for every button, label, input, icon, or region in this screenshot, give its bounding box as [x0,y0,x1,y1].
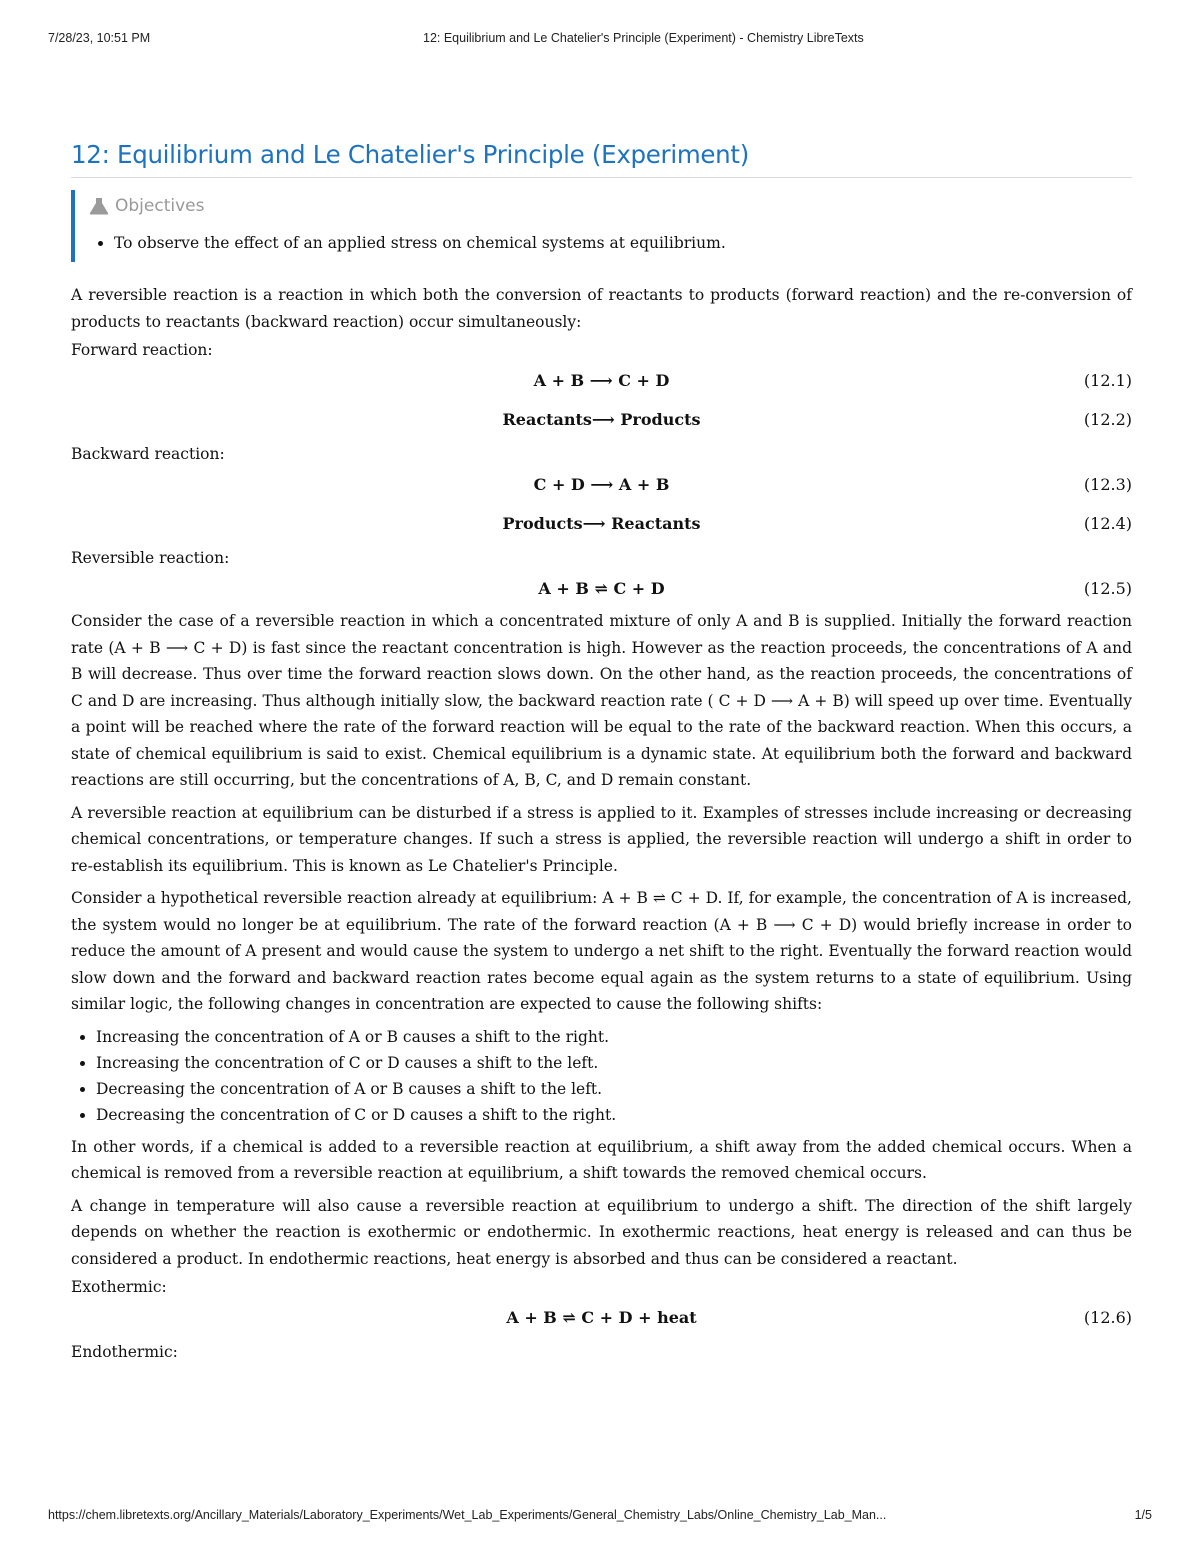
equation-12-3 [71,465,1132,504]
intro-paragraph: A reversible reaction is a reaction in which both the conversion of reactants to products (forward reaction) and the re-conversion of products to reactants (backward reaction) occur simultaneously: [71,286,1132,331]
equation-number: (12.5) [1083,579,1132,598]
equation-body: A + B ⇌ C + D [538,579,665,598]
paragraph-temperature: A change in temperature will also cause a reversible reaction at equilibrium to undergo a shift. The direction of the shift largely depends on whether the reaction is exothermic or endothermic. In exothermic reactions, heat energy is released and can thus be considered a product. In endothermic reactions, heat energy is absorbed and thus can be considered a reactant. [71,1196,1132,1268]
objectives-list [89,230,1132,256]
paragraph-le-chatelier: A reversible reaction at equilibrium can be disturbed if a stress is applied to it. Examples of stresses include increasing or decreasing chemical concentrations, or temperature changes. If such a stress is applied, the reversible reaction will undergo a shift in order to re-establish its equilibrium. This is known as Le Chatelier's Principle. [71,803,1132,875]
list-item: • Increasing the concentration of A or B causes a shift to the right. [96,1024,1132,1050]
paragraph-hypothetical: Consider a hypothetical reversible reaction already at equilibrium: A + B ⇌ C + D. If, for example, the concentration of A is increased, the system would no longer be at equilibrium. The rate of the forward reaction (A + B ⟶ C + D) would briefly increase in order to reduce the amount of A present and would cause the system to undergo a net shift to the right. Eventually the forward reaction would slow down and the forward and backward reaction rates become equal again as the system returns to a state of equilibrium. Using similar logic, the following changes in concentration are expected to cause the following shifts: [71,889,1132,1013]
paragraph-summary: In other words, if a chemical is added to a reversible reaction at equilibrium, a shift away from the added chemical occurs. When a chemical is removed from a reversible reaction at equilibrium, a shift towards the removed chemical occurs. [71,1137,1132,1182]
equation-12-5 [71,569,1132,608]
equation-number: (12.6) [1083,1308,1132,1327]
equation-number: (12.3) [1083,475,1132,494]
endothermic-label: Endothermic: [71,1343,178,1361]
forward-label: Forward reaction: [71,341,213,359]
print-timestamp: 7/28/23, 10:51 PM [48,31,151,45]
page-number: 1/5 [1134,1508,1152,1522]
equation-12-2 [71,400,1132,439]
list-item: • Increasing the concentration of C or D causes a shift to the left. [96,1050,1132,1076]
equation-number: (12.1) [1083,371,1132,390]
equation-body: A + B ⟶ C + D [533,371,670,390]
equation-12-4 [71,504,1132,543]
objectives-heading-text: Objectives [115,196,205,216]
equation-number: (12.2) [1083,410,1132,429]
equation-body: C + D ⟶ A + B [533,475,670,494]
print-doc-title: 12: Equilibrium and Le Chatelier's Principle (Experiment) - Chemistry LibreTexts [423,31,864,45]
equation-body: Products⟶ Reactants [502,514,701,533]
print-header [48,31,1152,45]
backward-label: Backward reaction: [71,445,225,463]
article [71,140,1132,1363]
print-url: https://chem.libretexts.org/Ancillary_Materials/Laboratory_Experiments/Wet_Lab_Experiments/General_Chemistry_Labs/Online_Chemistry_Lab_Man... [48,1508,887,1522]
list-item: • Decreasing the concentration of C or D causes a shift to the right. [96,1102,1132,1128]
equation-body: Reactants⟶ Products [502,410,701,429]
paragraph-equilibrium: Consider the case of a reversible reaction in which a concentrated mixture of only A and B is supplied. Initially the forward reaction rate (A + B ⟶ C + D) is fast since the reactant concentration is high. However as the reaction proceeds, the concentrations of A and B will decrease. Thus over time the forward reaction slows down. On the other hand, as the reaction proceeds, the concentrations of C and D are increasing. Thus although initially slow, the backward reaction rate ( C + D ⟶ A + B) will speed up over time. Eventually a point will be reached where the rate of the forward reaction will be equal to the rate of the backward reaction. When this occurs, a state of chemical equilibrium is said to exist. Chemical equilibrium is a dynamic state. At equilibrium both the forward and backward reactions are still occurring, but the concentrations of A, B, C, and D remain constant. [71,612,1132,789]
objectives-box [71,190,1132,262]
objective-item: • To observe the effect of an applied stress on chemical systems at equilibrium. [114,230,1132,256]
equation-12-6 [71,1298,1132,1337]
print-footer [48,1508,1152,1522]
list-item: • Decreasing the concentration of A or B causes a shift to the left. [96,1076,1132,1102]
flask-icon [89,197,109,215]
page-title: 12: Equilibrium and Le Chatelier's Principle (Experiment) [71,140,1132,178]
equation-number: (12.4) [1083,514,1132,533]
equation-body: A + B ⇌ C + D + heat [506,1308,697,1327]
reversible-label: Reversible reaction: [71,549,230,567]
equation-12-1 [71,361,1132,400]
shift-rules-list [71,1024,1132,1128]
exothermic-label: Exothermic: [71,1278,167,1296]
objectives-heading [89,196,1132,216]
